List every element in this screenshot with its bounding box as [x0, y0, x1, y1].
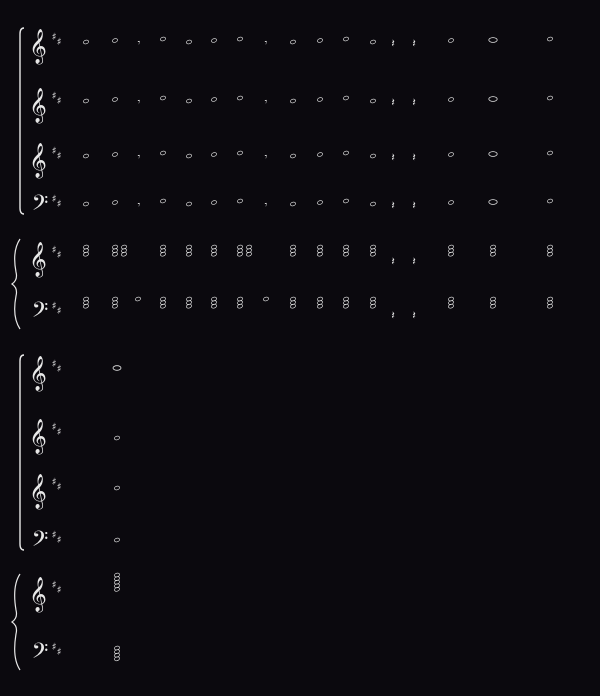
note-head	[370, 98, 376, 103]
note-head	[290, 39, 296, 44]
group-bracket	[20, 355, 24, 550]
note-head	[83, 39, 89, 44]
piano-brace	[12, 574, 20, 670]
note-head	[114, 435, 120, 440]
whole-note	[489, 38, 497, 43]
treble-clef-icon: 𝄞	[29, 419, 47, 454]
sharp-icon: ♯	[51, 32, 57, 43]
note-head	[448, 97, 454, 102]
note-head	[448, 200, 454, 205]
quarter-rest-icon: 𝄽	[391, 309, 395, 322]
sharp-icon: ♯	[56, 535, 62, 546]
eighth-rest-icon: 𝄾	[264, 97, 268, 108]
piano-brace	[12, 239, 20, 329]
sharp-icon: ♯	[56, 199, 62, 210]
note-head	[370, 153, 376, 158]
note-head	[211, 152, 217, 157]
quarter-rest-icon: 𝄽	[412, 255, 416, 268]
note-head	[83, 98, 89, 103]
sharp-icon: ♯	[51, 194, 57, 205]
sharp-icon: ♯	[51, 91, 57, 102]
note-head	[263, 296, 269, 301]
eighth-rest-icon: 𝄾	[137, 97, 141, 108]
sharp-icon: ♯	[56, 250, 62, 261]
quarter-rest-icon: 𝄽	[391, 151, 395, 164]
sharp-icon: ♯	[51, 301, 57, 312]
quarter-rest-icon: 𝄽	[391, 199, 395, 212]
note-head	[114, 537, 120, 542]
note-head	[547, 150, 553, 155]
note-head	[237, 36, 243, 41]
note-head	[112, 38, 118, 43]
whole-note	[489, 200, 497, 205]
note-head	[160, 95, 166, 100]
treble-clef-icon: 𝄞	[29, 356, 47, 391]
note-head	[290, 201, 296, 206]
note-head	[114, 485, 120, 490]
quarter-rest-icon: 𝄽	[391, 255, 395, 268]
bass-clef-icon: 𝄢	[31, 639, 49, 669]
sharp-icon: ♯	[51, 245, 57, 256]
note-head	[317, 97, 323, 102]
treble-clef-icon: 𝄞	[29, 143, 47, 178]
note-head	[317, 152, 323, 157]
note-head	[237, 95, 243, 100]
note-head	[211, 97, 217, 102]
sharp-icon: ♯	[51, 146, 57, 157]
note-head	[237, 198, 243, 203]
note-head	[186, 153, 192, 158]
note-head	[547, 198, 553, 203]
sharp-icon: ♯	[51, 359, 57, 370]
note-head	[160, 198, 166, 203]
note-head	[370, 201, 376, 206]
treble-clef-icon: 𝄞	[29, 474, 47, 509]
note-head	[343, 198, 349, 203]
sharp-icon: ♯	[51, 530, 57, 541]
sharp-icon: ♯	[56, 37, 62, 48]
note-head	[160, 36, 166, 41]
sharp-icon: ♯	[51, 642, 57, 653]
sharp-icon: ♯	[56, 96, 62, 107]
note-head	[135, 296, 141, 301]
note-head	[112, 200, 118, 205]
whole-note	[489, 97, 497, 102]
note-head	[186, 39, 192, 44]
sharp-icon: ♯	[56, 427, 62, 438]
sharp-icon: ♯	[56, 482, 62, 493]
bass-clef-icon: 𝄢	[31, 527, 49, 557]
note-head	[547, 36, 553, 41]
note-head	[448, 152, 454, 157]
sharp-icon: ♯	[56, 364, 62, 375]
treble-clef-icon: 𝄞	[29, 29, 47, 64]
note-head	[343, 95, 349, 100]
eighth-rest-icon: 𝄾	[137, 152, 141, 163]
whole-note	[113, 366, 121, 371]
note-head	[211, 38, 217, 43]
quarter-rest-icon: 𝄽	[412, 96, 416, 109]
sharp-icon: ♯	[51, 477, 57, 488]
note-head	[160, 150, 166, 155]
eighth-rest-icon: 𝄾	[137, 200, 141, 211]
bass-clef-icon: 𝄢	[31, 191, 49, 221]
treble-clef-icon: 𝄞	[29, 88, 47, 123]
whole-note	[489, 152, 497, 157]
note-head	[237, 150, 243, 155]
note-head	[112, 97, 118, 102]
note-head	[290, 98, 296, 103]
eighth-rest-icon: 𝄾	[264, 38, 268, 49]
note-head	[186, 201, 192, 206]
note-head	[317, 200, 323, 205]
quarter-rest-icon: 𝄽	[412, 37, 416, 50]
note-head	[370, 39, 376, 44]
sharp-icon: ♯	[51, 580, 57, 591]
quarter-rest-icon: 𝄽	[391, 37, 395, 50]
note-head	[317, 38, 323, 43]
eighth-rest-icon: 𝄾	[264, 152, 268, 163]
treble-clef-icon: 𝄞	[29, 242, 47, 277]
note-head	[448, 38, 454, 43]
sharp-icon: ♯	[51, 422, 57, 433]
sharp-icon: ♯	[56, 585, 62, 596]
sharp-icon: ♯	[56, 306, 62, 317]
sharp-icon: ♯	[56, 151, 62, 162]
eighth-rest-icon: 𝄾	[137, 38, 141, 49]
quarter-rest-icon: 𝄽	[412, 199, 416, 212]
note-head	[343, 150, 349, 155]
note-head	[186, 98, 192, 103]
eighth-rest-icon: 𝄾	[264, 200, 268, 211]
note-head	[290, 153, 296, 158]
note-head	[211, 200, 217, 205]
sharp-icon: ♯	[56, 647, 62, 658]
quarter-rest-icon: 𝄽	[412, 309, 416, 322]
note-head	[83, 201, 89, 206]
note-head	[547, 95, 553, 100]
note-head	[83, 153, 89, 158]
treble-clef-icon: 𝄞	[29, 577, 47, 612]
note-head	[343, 36, 349, 41]
bass-clef-icon: 𝄢	[31, 298, 49, 328]
group-bracket	[20, 28, 24, 214]
quarter-rest-icon: 𝄽	[391, 96, 395, 109]
quarter-rest-icon: 𝄽	[412, 151, 416, 164]
note-head	[112, 152, 118, 157]
